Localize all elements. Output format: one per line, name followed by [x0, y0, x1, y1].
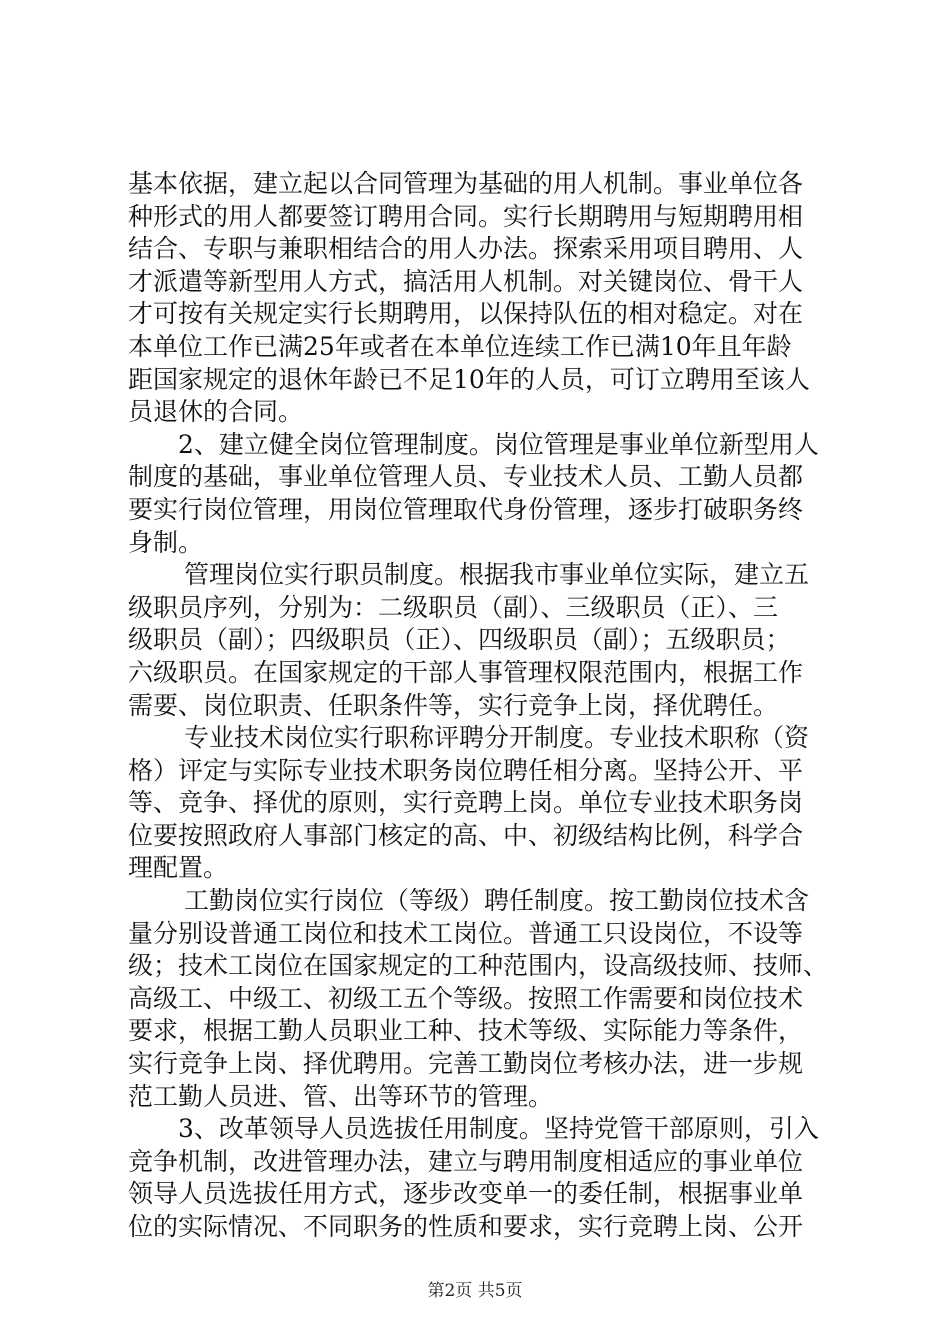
text-line: 六级职员。在国家规定的干部人事管理权限范围内，根据工作	[128, 657, 804, 687]
text-line: 位要按照政府人事部门核定的高、中、初级结构比例，科学合	[128, 820, 804, 850]
document-body	[128, 168, 828, 1244]
text-line: 种形式的用人都要签订聘用合同。实行长期聘用与短期聘用相	[128, 201, 804, 231]
text-line: 身制。	[128, 527, 204, 557]
paragraph-start-line: 工勤岗位实行岗位（等级）聘任制度。按工勤岗位技术含	[184, 886, 810, 916]
text-line: 竞争机制，改进管理办法，建立与聘用制度相适应的事业单位	[128, 1146, 804, 1176]
text-line: 级职员序列，分别为：二级职员（副）、三级职员（正）、三	[128, 592, 779, 622]
paragraph-start-line: 专业技术岗位实行职称评聘分开制度。专业技术职称（资	[184, 723, 810, 753]
text-line: 领导人员选拔任用方式，逐步改变单一的委任制，根据事业单	[128, 1179, 804, 1209]
text-line: 要求，根据工勤人员职业工种、技术等级、实际能力等条件，	[128, 1016, 804, 1046]
paragraph-start-line: 管理岗位实行职员制度。根据我市事业单位实际，建立五	[184, 560, 810, 590]
text-line: 员退休的合同。	[128, 397, 304, 427]
text-line: 格）评定与实际专业技术职务岗位聘任相分离。坚持公开、平	[128, 755, 804, 785]
text-line: 才可按有关规定实行长期聘用，以保持队伍的相对稳定。对在	[128, 299, 804, 329]
text-line: 制度的基础，事业单位管理人员、专业技术人员、工勤人员都	[128, 462, 804, 492]
text-line: 量分别设普通工岗位和技术工岗位。普通工只设岗位，不设等	[128, 918, 804, 948]
paragraph-start-line: 2、建立健全岗位管理制度。岗位管理是事业单位新型用人	[178, 429, 819, 459]
text-line: 基本依据，建立起以合同管理为基础的用人机制。事业单位各	[128, 169, 804, 198]
text-line: 距国家规定的退休年龄已不足10年的人员，可订立聘用至该人	[128, 364, 810, 394]
text-line: 级职员（副）；四级职员（正）、四级职员（副）；五级职员；	[128, 625, 791, 655]
text-line: 结合、专职与兼职相结合的用人办法。探索采用项目聘用、人	[128, 234, 804, 264]
text-line: 实行竞争上岗、择优聘用。完善工勤岗位考核办法，进一步规	[128, 1049, 804, 1079]
page-number-footer: 第2页 共5页	[427, 1281, 523, 1301]
text-line: 才派遣等新型用人方式，搞活用人机制。对关键岗位、骨干人	[128, 266, 804, 296]
text-line: 本单位工作已满25年或者在本单位连续工作已满10年且年龄	[128, 331, 792, 361]
text-line: 位的实际情况、不同职务的性质和要求，实行竞聘上岗、公开	[128, 1212, 804, 1241]
text-line: 等、竞争、择优的原则，实行竞聘上岗。单位专业技术职务岗	[128, 788, 804, 818]
text-line: 高级工、中级工、初级工五个等级。按照工作需要和岗位技术	[128, 983, 804, 1013]
text-line: 级；技术工岗位在国家规定的工种范围内，设高级技师、技师、	[128, 951, 829, 981]
text-line: 要实行岗位管理，用岗位管理取代身份管理，逐步打破职务终	[128, 494, 804, 524]
paragraph-start-line: 3、改革领导人员选拔任用制度。坚持党管干部原则，引入	[178, 1114, 819, 1144]
text-line: 范工勤人员进、管、出等环节的管理。	[128, 1081, 554, 1111]
text-line: 需要、岗位职责、任职条件等，实行竞争上岗，择优聘任。	[128, 690, 779, 720]
text-line: 理配置。	[128, 853, 229, 883]
